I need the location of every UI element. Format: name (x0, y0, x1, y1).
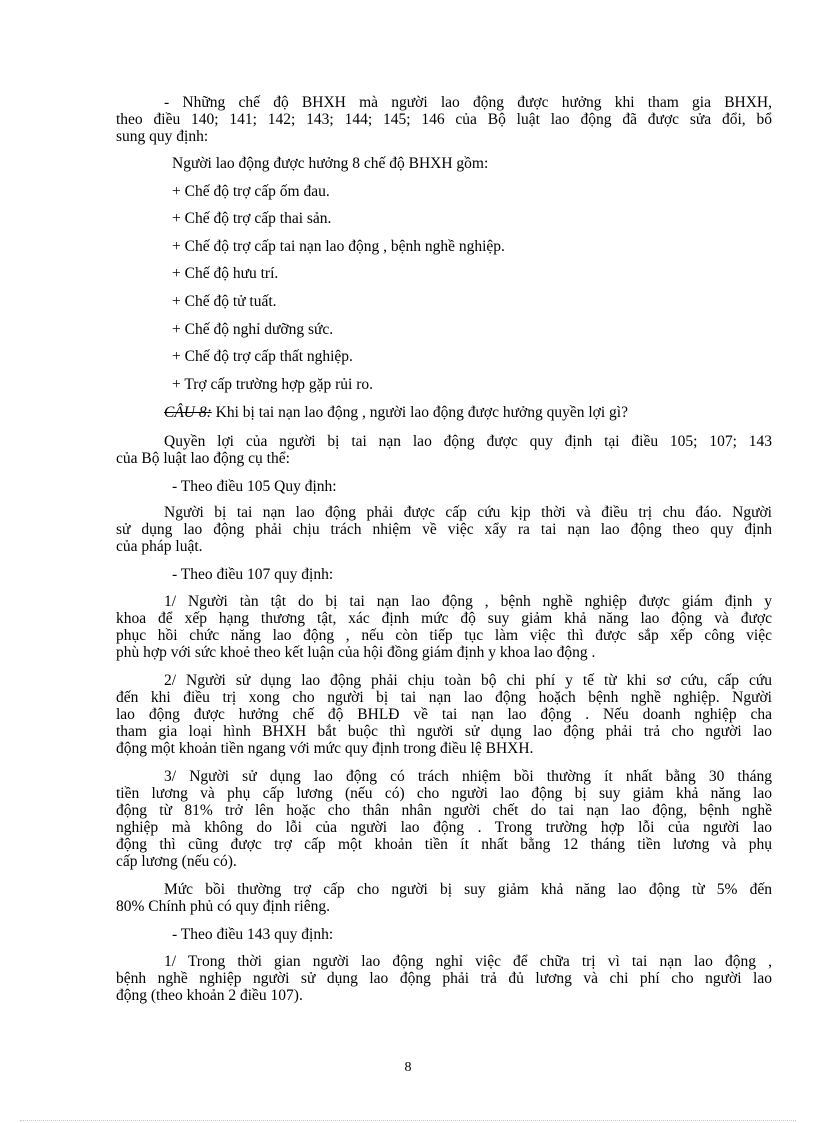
art105-line: Người bị tai nạn lao động phải được cấp cứu kịp thời và điều trị chu đáo. Người (164, 504, 772, 521)
art107-p4-line: Mức bồi thường trợ cấp cho người bị suy giảm khả năng lao động từ 5% đến (164, 881, 772, 898)
art107-p4-line: 80% Chính phủ có quy định riêng. (116, 898, 330, 915)
intro-line: - Những chế độ BHXH mà người lao động được hưởng khi tham gia BHXH, (164, 94, 772, 111)
art143-heading: - Theo điều 143 quy định: (172, 926, 334, 943)
benefit-item: + Chế độ trợ cấp thất nghiệp. (172, 348, 353, 365)
benefit-item: + Chế độ tử tuất. (172, 293, 277, 310)
benefit-item: + Chế độ trợ cấp ốm đau. (172, 183, 330, 200)
art143-p1-line: bệnh nghề nghiệp người sử dụng lao động phải trả đủ lương và chi phí cho người lao (116, 970, 772, 987)
art107-p1-line: phù hợp với sức khoẻ theo kết luận của hội đồng giám định y khoa lao động . (116, 644, 596, 661)
intro-line: sung quy định: (116, 128, 209, 145)
art105-line: của pháp luật. (116, 538, 203, 555)
art107-p3-line: động thì cũng được trợ cấp một khoản tiền ít nhất bằng 12 tháng tiền lương và phụ (116, 836, 772, 853)
rights-intro-line: Quyền lợi của người bị tai nạn lao động được quy định tại điều 105; 107; 143 (164, 433, 772, 450)
art105-line: sử dụng lao động phải chịu trách nhiệm về việc xẩy ra tai nạn lao động theo quy định (116, 521, 772, 538)
art143-p1-line: 1/ Trong thời gian người lao động nghỉ việc để chữa trị vì tai nạn lao động , (164, 953, 772, 970)
art107-p1-line: phục hồi chức năng lao động , nếu còn tiếp tục làm việc thì được sắp xếp công việc (116, 627, 772, 644)
art107-p2-line: lao động được hưởng chế độ BHLĐ về tai nạn lao động . Nếu doanh nghiệp cha (116, 706, 772, 723)
benefit-item: + Trợ cấp trường hợp gặp rủi ro. (172, 376, 374, 393)
art107-p3-line: 3/ Người sử dụng lao động có trách nhiệm bồi thường ít nhất bằng 30 tháng (164, 768, 772, 785)
art107-p2-line: tham gia loại hình BHXH bắt buộc thì người sử dụng lao động phải trả cho người lao (116, 723, 772, 740)
page-number: 8 (404, 1060, 412, 1075)
art107-p3-line: nghiệp mà không do lỗi của người lao động . Trong trường hợp lỗi của người lao (116, 819, 772, 836)
art143-p1-line: động (theo khoản 2 điều 107). (116, 987, 303, 1004)
question-label: CÂU 8: (164, 404, 212, 421)
question-text: Khi bị tai nạn lao động , người lao động được hưởng quyền lợi gì? (211, 404, 628, 421)
benefits-heading: Người lao động được hưởng 8 chế độ BHXH gồm: (172, 155, 489, 172)
art107-p2-line: động một khoản tiền ngang với mức quy định trong điều lệ BHXH. (116, 740, 534, 757)
page-bottom-divider (20, 1120, 796, 1121)
benefit-item: + Chế độ hưu trí. (172, 265, 279, 282)
benefit-item: + Chế độ trợ cấp tai nạn lao động , bệnh nghề nghiệp. (172, 238, 505, 255)
art107-p1-line: khoa để xếp hạng thương tật, xác định mức độ suy giảm khả năng lao động và được (116, 610, 772, 627)
art107-heading: - Theo điều 107 quy định: (172, 566, 334, 583)
art105-heading: - Theo điều 105 Quy định: (172, 478, 337, 495)
art107-p2-line: đến khi điều trị xong cho người bị tai nạn lao động hoặch bệnh nghề nghiệp. Người (116, 689, 772, 706)
benefit-item: + Chế độ trợ cấp thai sản. (172, 210, 332, 227)
benefit-item: + Chế độ nghỉ dưỡng sức. (172, 321, 334, 338)
art107-p3-line: động từ 81% trở lên hoặc cho thân nhân người chết do tai nạn lao động, bệnh nghề (116, 802, 772, 819)
rights-intro-line: của Bộ luật lao động cụ thể: (116, 450, 290, 467)
art107-p3-line: tiền lương và phụ cấp lương (nếu có) cho người lao động bị suy giảm khả năng lao (116, 785, 772, 802)
intro-line: theo điều 140; 141; 142; 143; 144; 145; 146 của Bộ luật lao động đã được sửa đổi, bổ (116, 111, 772, 128)
art107-p2-line: 2/ Người sử dụng lao động phải chịu toàn bộ chi phí y tế từ khi sơ cứu, cấp cứu (164, 672, 772, 689)
art107-p1-line: 1/ Người tàn tật do bị tai nạn lao động , bệnh nghề nghiệp được giám định y (164, 593, 772, 610)
art107-p3-line: cấp lương (nếu có). (116, 853, 237, 870)
question-line (164, 404, 772, 421)
